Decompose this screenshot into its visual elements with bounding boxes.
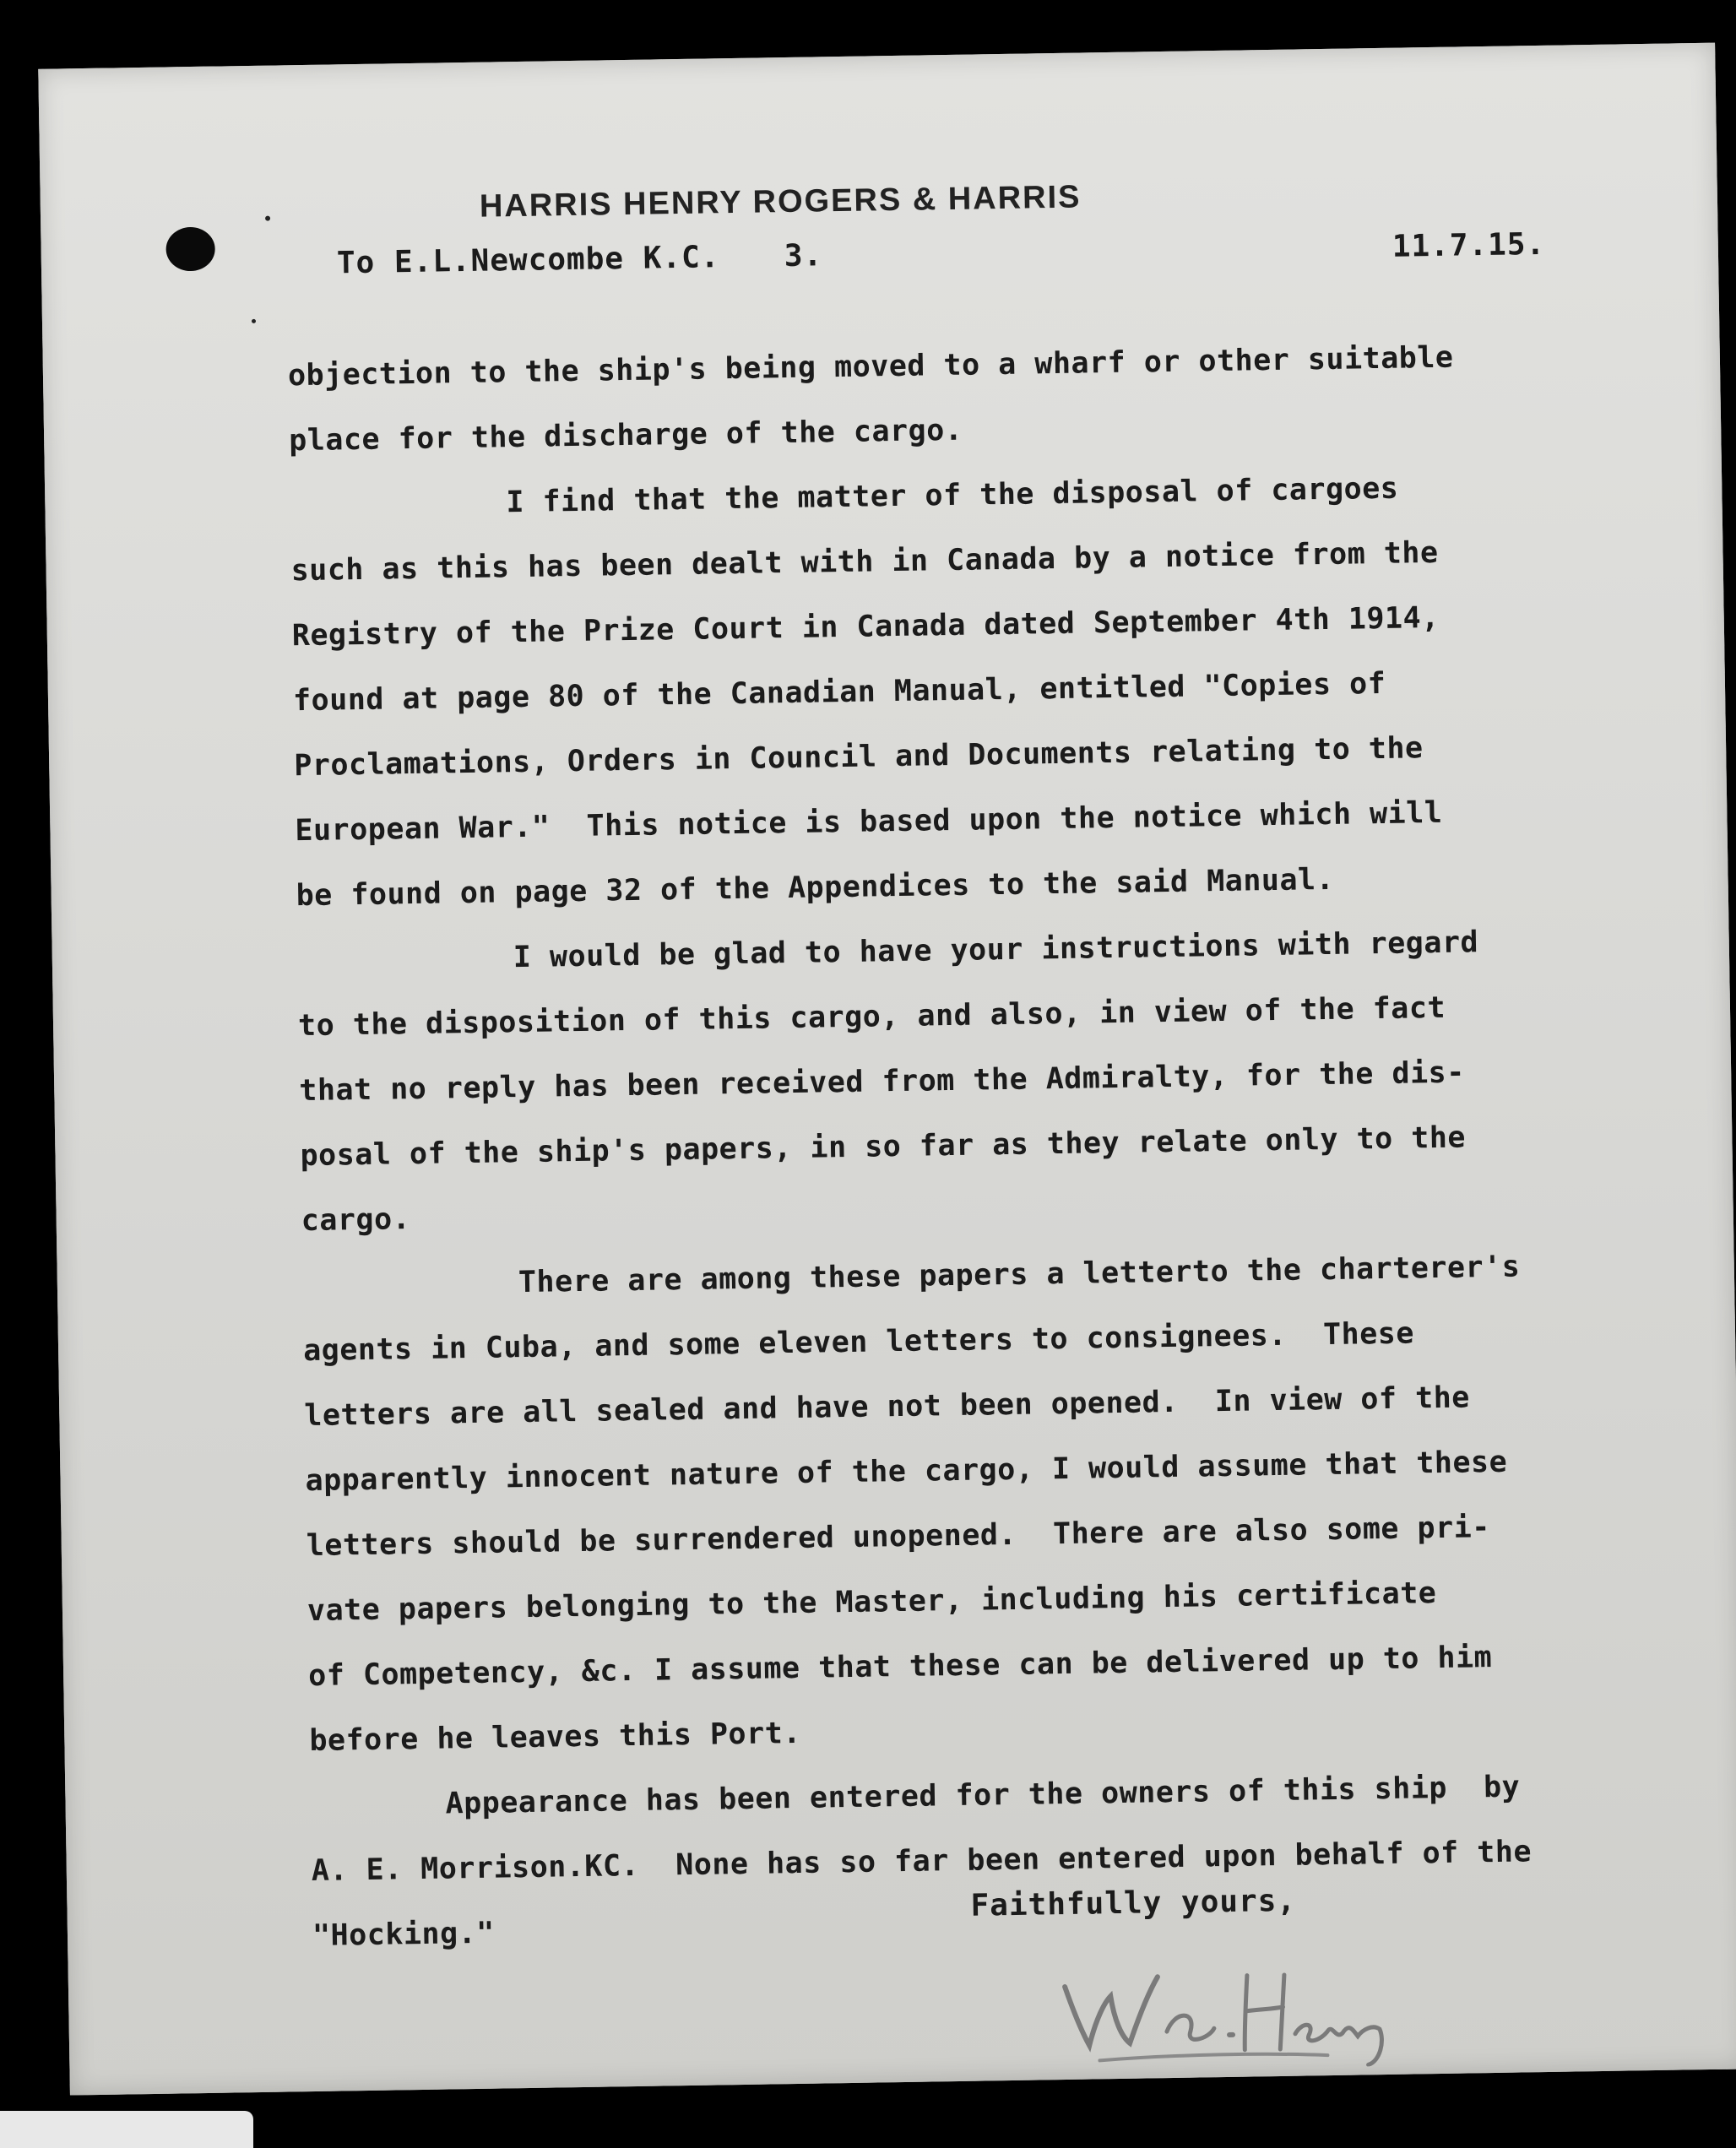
body-line: vate papers belonging to the Master, including his certificate [307,1576,1437,1629]
body-line: cargo. [301,1202,411,1239]
body-line: found at page 80 of the Canadian Manual, entitled "Copies of [292,666,1386,719]
body-line: of Competency, &c. I assume that these can be delivered up to him [307,1641,1493,1694]
closing: Faithfully yours, [970,1883,1297,1923]
punch-hole [165,227,215,272]
speck [252,319,256,323]
body-line: Proclamations, Orders in Council and Documents relating to the [293,731,1424,784]
body-line: before he leaves this Port. [309,1716,802,1759]
body-line: There are among these papers a letterto the charterer's [518,1250,1521,1300]
body-line: place for the discharge of the cargo. [288,413,963,458]
body-line: "Hocking." [312,1916,496,1954]
recipient-line: To E.L.Newcombe K.C. [336,240,720,281]
body-line: Registry of the Prize Court in Canada dated September 4th 1914, [291,600,1440,654]
body-line: apparently innocent nature of the cargo, I would assume that these [305,1445,1508,1499]
letter-page [38,43,1736,2096]
body-line: that no reply has been received from the Admiralty, for the dis- [299,1055,1466,1109]
body-line: I would be glad to have your instructions with regard [513,925,1479,975]
body-line: Appearance has been entered for the owners of this ship by [445,1770,1521,1821]
body-line: be found on page 32 of the Appendices to the said Manual. [296,862,1335,914]
body-line: objection to the ship's being moved to a wharf or other suitable [287,340,1454,393]
body-line: A. E. Morrison.KC. None has so far been entered upon behalf of the [311,1835,1533,1889]
speck [265,216,270,221]
body-line: such as this has been dealt with in Canada by a notice from the [290,535,1439,589]
body-line: letters should be surrendered unopened. There are also some pri- [306,1511,1491,1564]
body-line: agents in Cuba, and some eleven letters to consignees. These [302,1316,1415,1369]
signature [1047,1948,1403,2072]
letterhead: HARRIS HENRY ROGERS & HARRIS [479,179,1082,225]
body-line: I find that the matter of the disposal of cargoes [506,471,1399,520]
body-line: letters are all sealed and have not been opened. In view of the [304,1380,1471,1434]
body-line: to the disposition of this cargo, and also, in view of the fact [297,990,1446,1044]
letter-body [287,323,1663,1969]
body-line: posal of the ship's papers, in so far as they relate only to the [300,1120,1467,1174]
scanner-tab [0,2111,253,2148]
letter-date: 11.7.15. [1392,226,1546,264]
page-number: 3. [784,238,823,274]
body-line: European War." This notice is based upon the notice which will [295,795,1443,849]
